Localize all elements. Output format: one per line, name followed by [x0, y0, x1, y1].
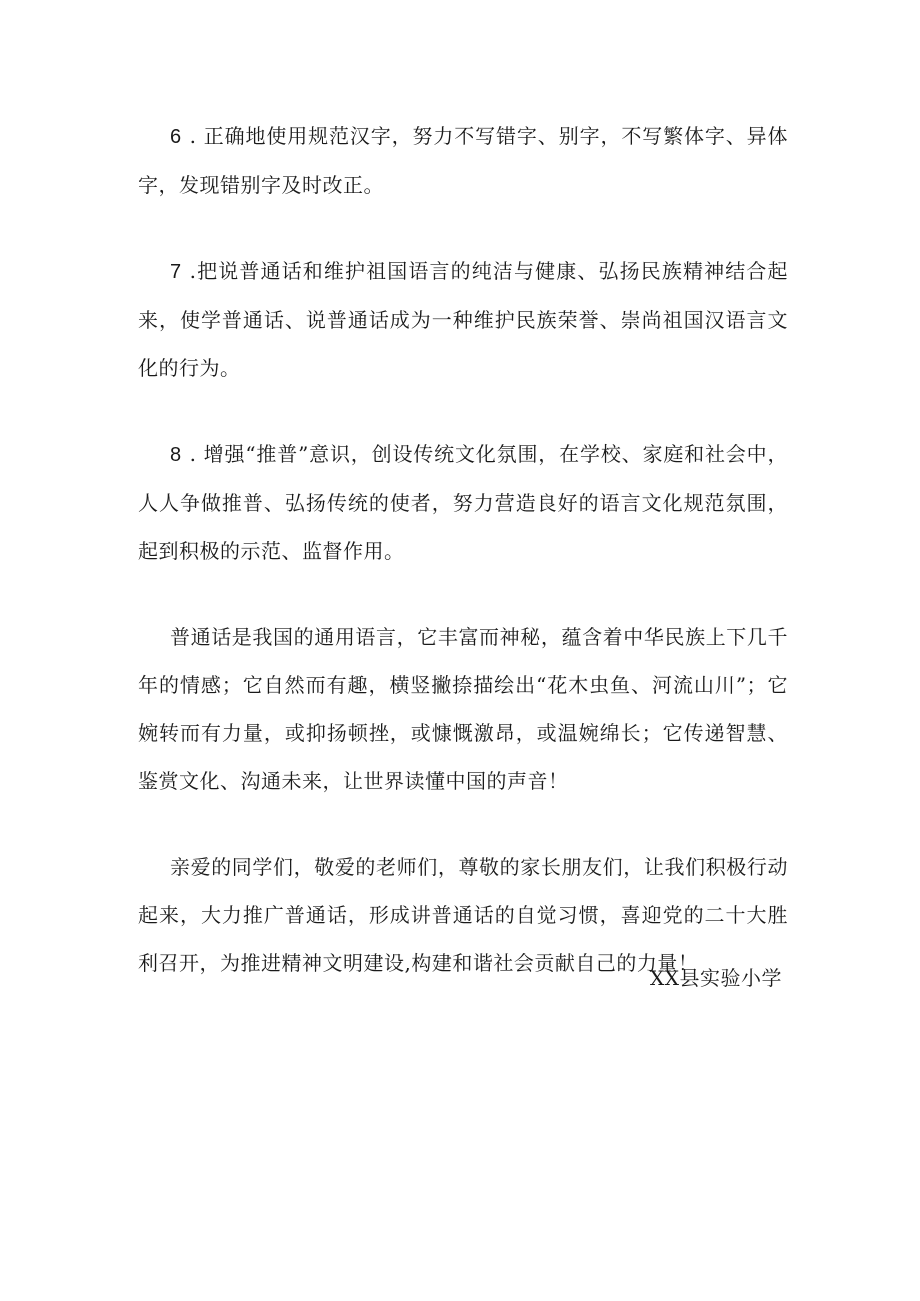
- list-item-8: [138, 430, 788, 575]
- paragraph-mandarin: 普通话是我国的通用语言，它丰富而神秘，蕴含着中华民族上下几千年的情感；它自然而有趣，横竖撇捺描绘出“花木虫鱼、河流山川”；它婉转而有力量，或抑扬顿挫，或慷慨激昂，或温婉绵长；它传递智慧、鉴赏文化、沟通未来，让世界读懂中国的声音！: [138, 625, 788, 793]
- item-number: 7: [170, 261, 182, 283]
- document-body: [138, 112, 788, 1025]
- item-number: 6: [170, 126, 182, 148]
- item-text: .把说普通话和维护祖国语言的纯洁与健康、弘扬民族精神结合起来，使学普通话、说普通话成为一种维护民族荣誉、崇尚祖国汉语言文化的行为。: [138, 259, 788, 380]
- paragraph-call-to-action: 亲爱的同学们，敬爱的老师们，尊敬的家长朋友们，让我们积极行动起来，大力推广普通话，形成讲普通话的自觉习惯，喜迎党的二十大胜利召开，为推进精神文明建设,构建和谐社会贡献自己的力量！: [138, 855, 788, 975]
- list-item-7: [138, 247, 788, 392]
- item-text: . 正确地使用规范汉字，努力不写错字、别字，不写繁体字、异体字，发现错别字及时改正。: [138, 124, 788, 197]
- signature: XX县实验小学: [650, 966, 782, 990]
- list-item-6: [138, 112, 788, 209]
- item-number: 8: [170, 444, 182, 466]
- item-text: . 增强“推普”意识，创设传统文化氛围，在学校、家庭和社会中，人人争做推普、弘扬传统的使者，努力营造良好的语言文化规范氛围，起到积极的示范、监督作用。: [138, 442, 788, 563]
